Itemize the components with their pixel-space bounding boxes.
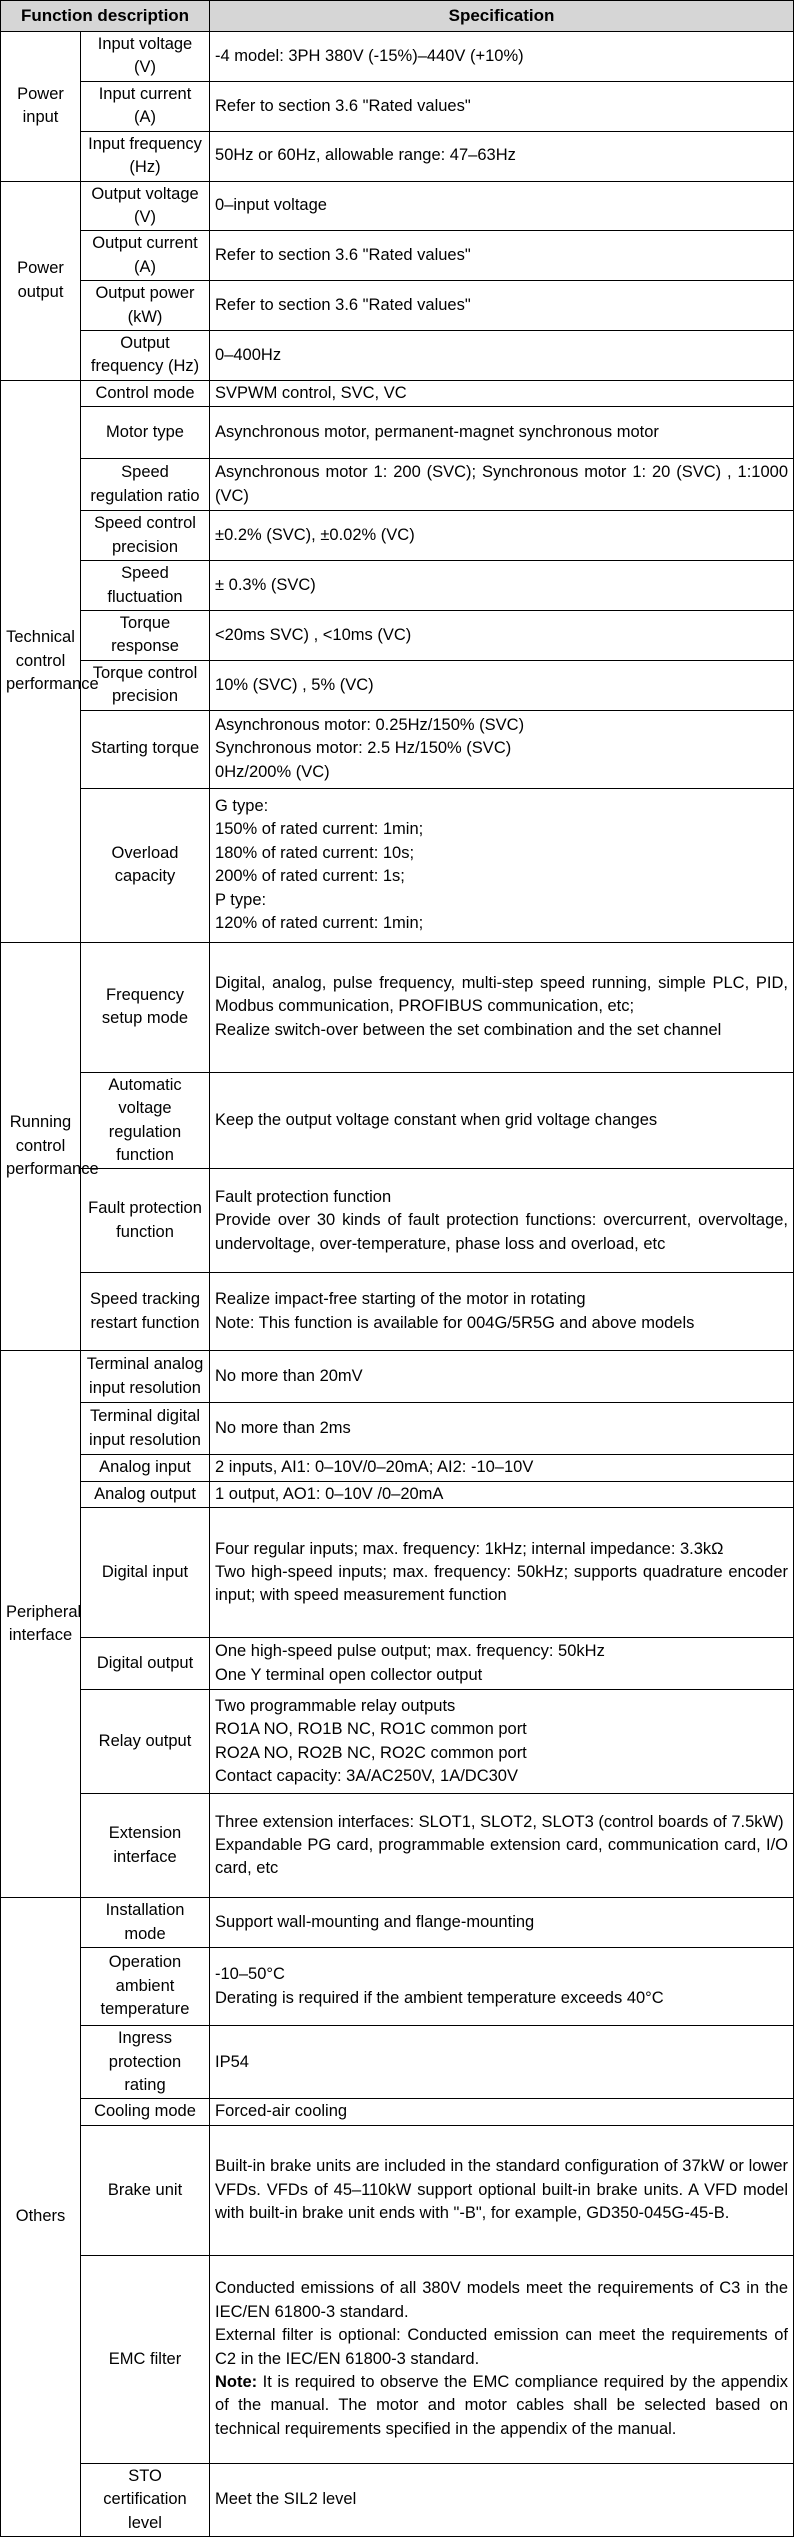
spec-line: 10% (SVC) , 5% (VC) bbox=[215, 675, 374, 694]
item-label: EMC filter bbox=[81, 2255, 210, 2463]
item-label: STO certification level bbox=[81, 2463, 210, 2536]
spec-value bbox=[210, 942, 794, 1072]
item-label: Cooling mode bbox=[81, 2099, 210, 2125]
spec-line: Asynchronous motor, permanent-magnet synchronous motor bbox=[215, 423, 659, 442]
item-label: Terminal analog input resolution bbox=[81, 1351, 210, 1403]
header-specification: Specification bbox=[210, 1, 794, 32]
table-row bbox=[1, 407, 794, 459]
category-power-input: Power input bbox=[1, 32, 81, 182]
spec-line: SVPWM control, SVC, VC bbox=[215, 383, 407, 402]
table-row bbox=[1, 1273, 794, 1351]
spec-line: External filter is optional: Conducted emission can meet the requirements of C2 in the IEC/EN 61800-3 standard. bbox=[215, 2326, 789, 2368]
spec-value bbox=[210, 2255, 794, 2463]
spec-line: Refer to section 3.6 "Rated values" bbox=[215, 246, 471, 265]
spec-line: One high-speed pulse output; max. frequency: 50kHz bbox=[215, 1642, 605, 1661]
spec-line: 0Hz/200% (VC) bbox=[215, 762, 330, 781]
spec-line: IP54 bbox=[215, 2052, 249, 2071]
spec-line: Four regular inputs; max. frequency: 1kHz; internal impedance: 3.3kΩ bbox=[215, 1539, 724, 1558]
spec-line: 150% of rated current: 1min; bbox=[215, 820, 424, 839]
table-header-row bbox=[1, 1, 794, 32]
item-label: Operation ambient temperature bbox=[81, 1948, 210, 2026]
spec-line: Fault protection function bbox=[215, 1187, 392, 1206]
item-label: Fault protection function bbox=[81, 1169, 210, 1273]
spec-value bbox=[210, 407, 794, 459]
spec-value bbox=[210, 131, 794, 181]
table-row bbox=[1, 1638, 794, 1690]
spec-value bbox=[210, 1508, 794, 1638]
item-label: Brake unit bbox=[81, 2125, 210, 2255]
item-label: Overload capacity bbox=[81, 788, 210, 942]
spec-value bbox=[210, 181, 794, 231]
item-label: Extension interface bbox=[81, 1794, 210, 1898]
spec-line: No more than 20mV bbox=[215, 1367, 363, 1386]
table-row bbox=[1, 611, 794, 661]
spec-line: Meet the SIL2 level bbox=[215, 2490, 357, 2509]
spec-line: Digital, analog, pulse frequency, multi-step speed running, simple PLC, PID, Modbus communication, PROFIBUS communication, etc; bbox=[215, 974, 789, 1016]
item-label: Torque control precision bbox=[81, 660, 210, 710]
table-row bbox=[1, 459, 794, 511]
spec-line: RO1A NO, RO1B NC, RO1C common port bbox=[215, 1720, 527, 1739]
spec-value bbox=[210, 561, 794, 611]
item-label: Speed fluctuation bbox=[81, 561, 210, 611]
table-row bbox=[1, 1169, 794, 1273]
item-label: Automatic voltage regulation function bbox=[81, 1072, 210, 1169]
table-row bbox=[1, 2026, 794, 2099]
spec-value bbox=[210, 1169, 794, 1273]
item-label: Output frequency (Hz) bbox=[81, 331, 210, 381]
spec-value bbox=[210, 611, 794, 661]
spec-line: -10–50°C bbox=[215, 1965, 285, 1984]
table-row bbox=[1, 660, 794, 710]
spec-value bbox=[210, 511, 794, 561]
spec-line: Two programmable relay outputs bbox=[215, 1696, 456, 1715]
item-label: Input voltage (V) bbox=[81, 32, 210, 82]
spec-value bbox=[210, 380, 794, 406]
spec-line: No more than 2ms bbox=[215, 1419, 351, 1438]
spec-line: RO2A NO, RO2B NC, RO2C common port bbox=[215, 1743, 527, 1762]
item-label: Speed tracking restart function bbox=[81, 1273, 210, 1351]
item-label: Torque response bbox=[81, 611, 210, 661]
table-row bbox=[1, 281, 794, 331]
spec-line: 2 inputs, AI1: 0–10V/0–20mA; AI2: -10–10V bbox=[215, 1458, 534, 1477]
spec-value bbox=[210, 1898, 794, 1948]
spec-line: Two high-speed inputs; max. frequency: 50kHz; supports quadrature encoder input; with speed measurement function bbox=[215, 1563, 789, 1605]
item-label: Output voltage (V) bbox=[81, 181, 210, 231]
table-row bbox=[1, 2125, 794, 2255]
table-row bbox=[1, 1351, 794, 1403]
header-function-description: Function description bbox=[1, 1, 210, 32]
spec-line: Three extension interfaces: SLOT1, SLOT2, SLOT3 (control boards of 7.5kW) bbox=[215, 1812, 784, 1831]
table-row bbox=[1, 1690, 794, 1794]
spec-value bbox=[210, 660, 794, 710]
spec-value bbox=[210, 1273, 794, 1351]
spec-line: Expandable PG card, programmable extension card, communication card, I/O card, etc bbox=[215, 1836, 789, 1878]
spec-line: 180% of rated current: 10s; bbox=[215, 843, 415, 862]
table-row bbox=[1, 1948, 794, 2026]
spec-value bbox=[210, 1403, 794, 1455]
table-row bbox=[1, 32, 794, 82]
item-label: Analog output bbox=[81, 1481, 210, 1507]
item-label: Digital output bbox=[81, 1638, 210, 1690]
spec-line: <20ms SVC) , <10ms (VC) bbox=[215, 625, 412, 644]
table-row bbox=[1, 1481, 794, 1507]
item-label: Relay output bbox=[81, 1690, 210, 1794]
spec-line: 50Hz or 60Hz, allowable range: 47–63Hz bbox=[215, 146, 516, 165]
spec-line: Built-in brake units are included in the standard configuration of 37kW or lower VFDs. VFDs of 45–110kW support optional built-in brake units. A VFD model with built-in brake unit ends with "-B", for example, GD350-045G-45-B. bbox=[215, 2157, 789, 2222]
item-label: Speed regulation ratio bbox=[81, 459, 210, 511]
spec-value bbox=[210, 459, 794, 511]
category-power-output: Power output bbox=[1, 181, 81, 380]
table-row bbox=[1, 2255, 794, 2463]
spec-line: Realize switch-over between the set combination and the set channel bbox=[215, 1020, 722, 1039]
note-text: It is required to observe the EMC compliance required by the appendix of the manual. The motor and motor cables shall be selected based on technical requirements specified in the appendix of the manual. bbox=[215, 2372, 789, 2438]
spec-value bbox=[210, 1351, 794, 1403]
table-row bbox=[1, 231, 794, 281]
spec-line: P type: bbox=[215, 890, 267, 909]
spec-line: Contact capacity: 3A/AC250V, 1A/DC30V bbox=[215, 1767, 518, 1786]
spec-line: 0–400Hz bbox=[215, 345, 282, 364]
spec-line: 120% of rated current: 1min; bbox=[215, 914, 424, 933]
spec-value bbox=[210, 2125, 794, 2255]
note-label: Note: bbox=[215, 2372, 258, 2391]
spec-value bbox=[210, 2463, 794, 2536]
spec-value bbox=[210, 32, 794, 82]
item-label: Output power (kW) bbox=[81, 281, 210, 331]
spec-line: Note: This function is available for 004G/5R5G and above models bbox=[215, 1313, 695, 1332]
item-label: Control mode bbox=[81, 380, 210, 406]
spec-line: Refer to section 3.6 "Rated values" bbox=[215, 96, 471, 115]
category-running-control-performance: Running control performance bbox=[1, 942, 81, 1351]
spec-line: ±0.2% (SVC), ±0.02% (VC) bbox=[215, 526, 415, 545]
spec-line: Derating is required if the ambient temperature exceeds 40°C bbox=[215, 1988, 664, 2007]
spec-value bbox=[210, 1948, 794, 2026]
spec-value bbox=[210, 2026, 794, 2099]
table-row bbox=[1, 131, 794, 181]
table-row bbox=[1, 788, 794, 942]
spec-value bbox=[210, 1072, 794, 1169]
item-label: Output current (A) bbox=[81, 231, 210, 281]
table-row bbox=[1, 1403, 794, 1455]
item-label: Starting torque bbox=[81, 710, 210, 788]
table-row bbox=[1, 380, 794, 406]
table-body bbox=[1, 32, 794, 2537]
spec-value bbox=[210, 1794, 794, 1898]
table-row bbox=[1, 942, 794, 1072]
item-label: Ingress protection rating bbox=[81, 2026, 210, 2099]
spec-value bbox=[210, 281, 794, 331]
table-row bbox=[1, 2463, 794, 2536]
spec-line: Conducted emissions of all 380V models meet the requirements of C3 in the IEC/EN 61800-3 standard. bbox=[215, 2279, 789, 2321]
item-label: Frequency setup mode bbox=[81, 942, 210, 1072]
spec-line: One Y terminal open collector output bbox=[215, 1665, 483, 1684]
spec-line: Asynchronous motor: 0.25Hz/150% (SVC) bbox=[215, 716, 525, 735]
spec-line: Support wall-mounting and flange-mounting bbox=[215, 1912, 535, 1931]
emc-note bbox=[215, 2371, 788, 2441]
spec-line: G type: bbox=[215, 796, 269, 815]
spec-line: Provide over 30 kinds of fault protection functions: overcurrent, overvoltage, undervoltage, over-temperature, phase loss and overload, etc bbox=[215, 1211, 789, 1253]
spec-line: Realize impact-free starting of the motor in rotating bbox=[215, 1290, 586, 1309]
spec-line: Keep the output voltage constant when grid voltage changes bbox=[215, 1110, 658, 1129]
category-others: Others bbox=[1, 1898, 81, 2537]
table-row bbox=[1, 2099, 794, 2125]
table-row bbox=[1, 710, 794, 788]
category-peripheral-interface: Peripheral interface bbox=[1, 1351, 81, 1898]
table-row bbox=[1, 1455, 794, 1481]
spec-value bbox=[210, 710, 794, 788]
spec-line: ± 0.3% (SVC) bbox=[215, 575, 316, 594]
spec-line: Refer to section 3.6 "Rated values" bbox=[215, 295, 471, 314]
spec-value bbox=[210, 331, 794, 381]
table-row bbox=[1, 181, 794, 231]
item-label: Digital input bbox=[81, 1508, 210, 1638]
spec-value bbox=[210, 81, 794, 131]
table-row bbox=[1, 1072, 794, 1169]
item-label: Installation mode bbox=[81, 1898, 210, 1948]
spec-value bbox=[210, 1690, 794, 1794]
item-label: Speed control precision bbox=[81, 511, 210, 561]
category-technical-control-performance: Technical control performance bbox=[1, 380, 81, 942]
table-row bbox=[1, 1794, 794, 1898]
table-row bbox=[1, 331, 794, 381]
spec-value bbox=[210, 788, 794, 942]
spec-line: -4 model: 3PH 380V (-15%)–440V (+10%) bbox=[215, 46, 524, 65]
spec-value bbox=[210, 1481, 794, 1507]
table-row bbox=[1, 1508, 794, 1638]
table-row bbox=[1, 81, 794, 131]
item-label: Input frequency (Hz) bbox=[81, 131, 210, 181]
spec-value bbox=[210, 1638, 794, 1690]
spec-line: Asynchronous motor 1: 200 (SVC); Synchronous motor 1: 20 (SVC) , 1:1000 (VC) bbox=[215, 463, 789, 505]
spec-line: 200% of rated current: 1s; bbox=[215, 867, 405, 886]
spec-line: Synchronous motor: 2.5 Hz/150% (SVC) bbox=[215, 739, 512, 758]
spec-value bbox=[210, 2099, 794, 2125]
spec-line: 0–input voltage bbox=[215, 196, 327, 215]
spec-value bbox=[210, 1455, 794, 1481]
table-row bbox=[1, 561, 794, 611]
table-row bbox=[1, 511, 794, 561]
item-label: Terminal digital input resolution bbox=[81, 1403, 210, 1455]
spec-line: Forced-air cooling bbox=[215, 2102, 348, 2121]
item-label: Input current (A) bbox=[81, 81, 210, 131]
spec-line: 1 output, AO1: 0–10V /0–20mA bbox=[215, 1484, 444, 1503]
item-label: Analog input bbox=[81, 1455, 210, 1481]
spec-value bbox=[210, 231, 794, 281]
table-row bbox=[1, 1898, 794, 1948]
item-label: Motor type bbox=[81, 407, 210, 459]
